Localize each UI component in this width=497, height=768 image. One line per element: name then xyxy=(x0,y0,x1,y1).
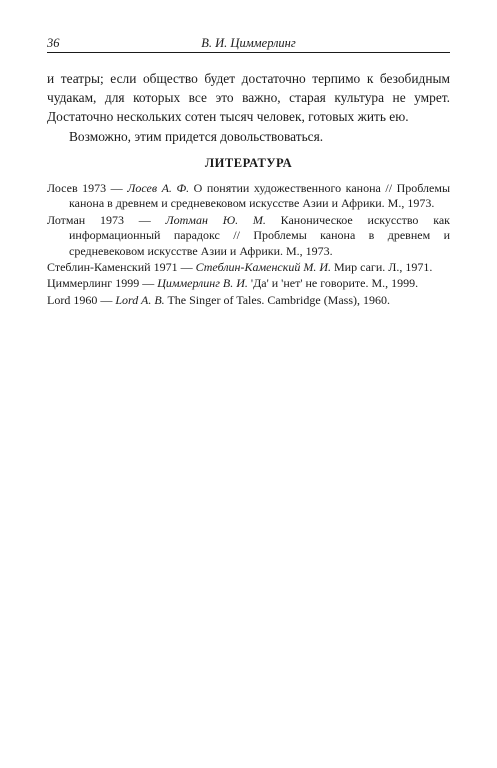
reference-key: Циммерлинг 1999 — xyxy=(47,276,158,291)
reference-item xyxy=(47,181,450,212)
reference-item xyxy=(47,213,450,259)
page-header xyxy=(47,36,450,53)
text-line: и театры; если общество будет достаточно терпимо к безобидным xyxy=(47,71,450,86)
reference-key: Лосев 1973 — xyxy=(47,181,128,195)
reference-key: Лотман 1973 — xyxy=(47,212,166,227)
reference-list xyxy=(47,181,450,309)
reference-item xyxy=(47,260,450,275)
text-line: чудакам, для которых все это важно, старая культура не умрет. xyxy=(47,90,450,106)
running-title: В. И. Циммерлинг xyxy=(201,36,296,50)
text-line: Достаточно нескольких сотен тысяч человек, готовых жить ею. xyxy=(47,109,409,125)
reference-author: Лотман Ю. М. xyxy=(165,212,266,227)
reference-item xyxy=(47,293,450,308)
closing-paragraph: Возможно, этим придется довольствоваться. xyxy=(69,128,324,144)
reference-author: Циммерлинг В. И. xyxy=(157,276,248,291)
page-number: 36 xyxy=(47,36,60,50)
reference-key: Стеблин-Каменский 1971 — xyxy=(47,260,196,275)
reference-text: Каноническое искусство как информационный парадокс // Проблемы канона в древнем и средневековом искусстве Азии и Африки. М., 1973. xyxy=(69,212,450,258)
reference-text: 'Да' и 'нет' не говорите. М., 1999. xyxy=(247,276,419,291)
reference-key: Lord 1960 — xyxy=(47,292,116,307)
reference-item xyxy=(47,276,450,291)
reference-text: The Singer of Tales. Cambridge (Mass), 1960. xyxy=(164,292,391,307)
reference-text: Мир саги. Л., 1971. xyxy=(331,260,433,275)
reference-author: Lord A. B. xyxy=(115,292,165,307)
section-heading: ЛИТЕРАТУРА xyxy=(204,156,293,170)
body-text xyxy=(47,69,450,146)
reference-author: Стеблин-Каменский М. И. xyxy=(195,260,332,275)
reference-text: О понятии художественного канона // Проблемы канона в древнем и средневековом искусстве Азии и Африки. М., 1973. xyxy=(69,181,451,211)
paragraph xyxy=(47,69,450,127)
reference-author: Лосев А. Ф. xyxy=(127,181,190,195)
